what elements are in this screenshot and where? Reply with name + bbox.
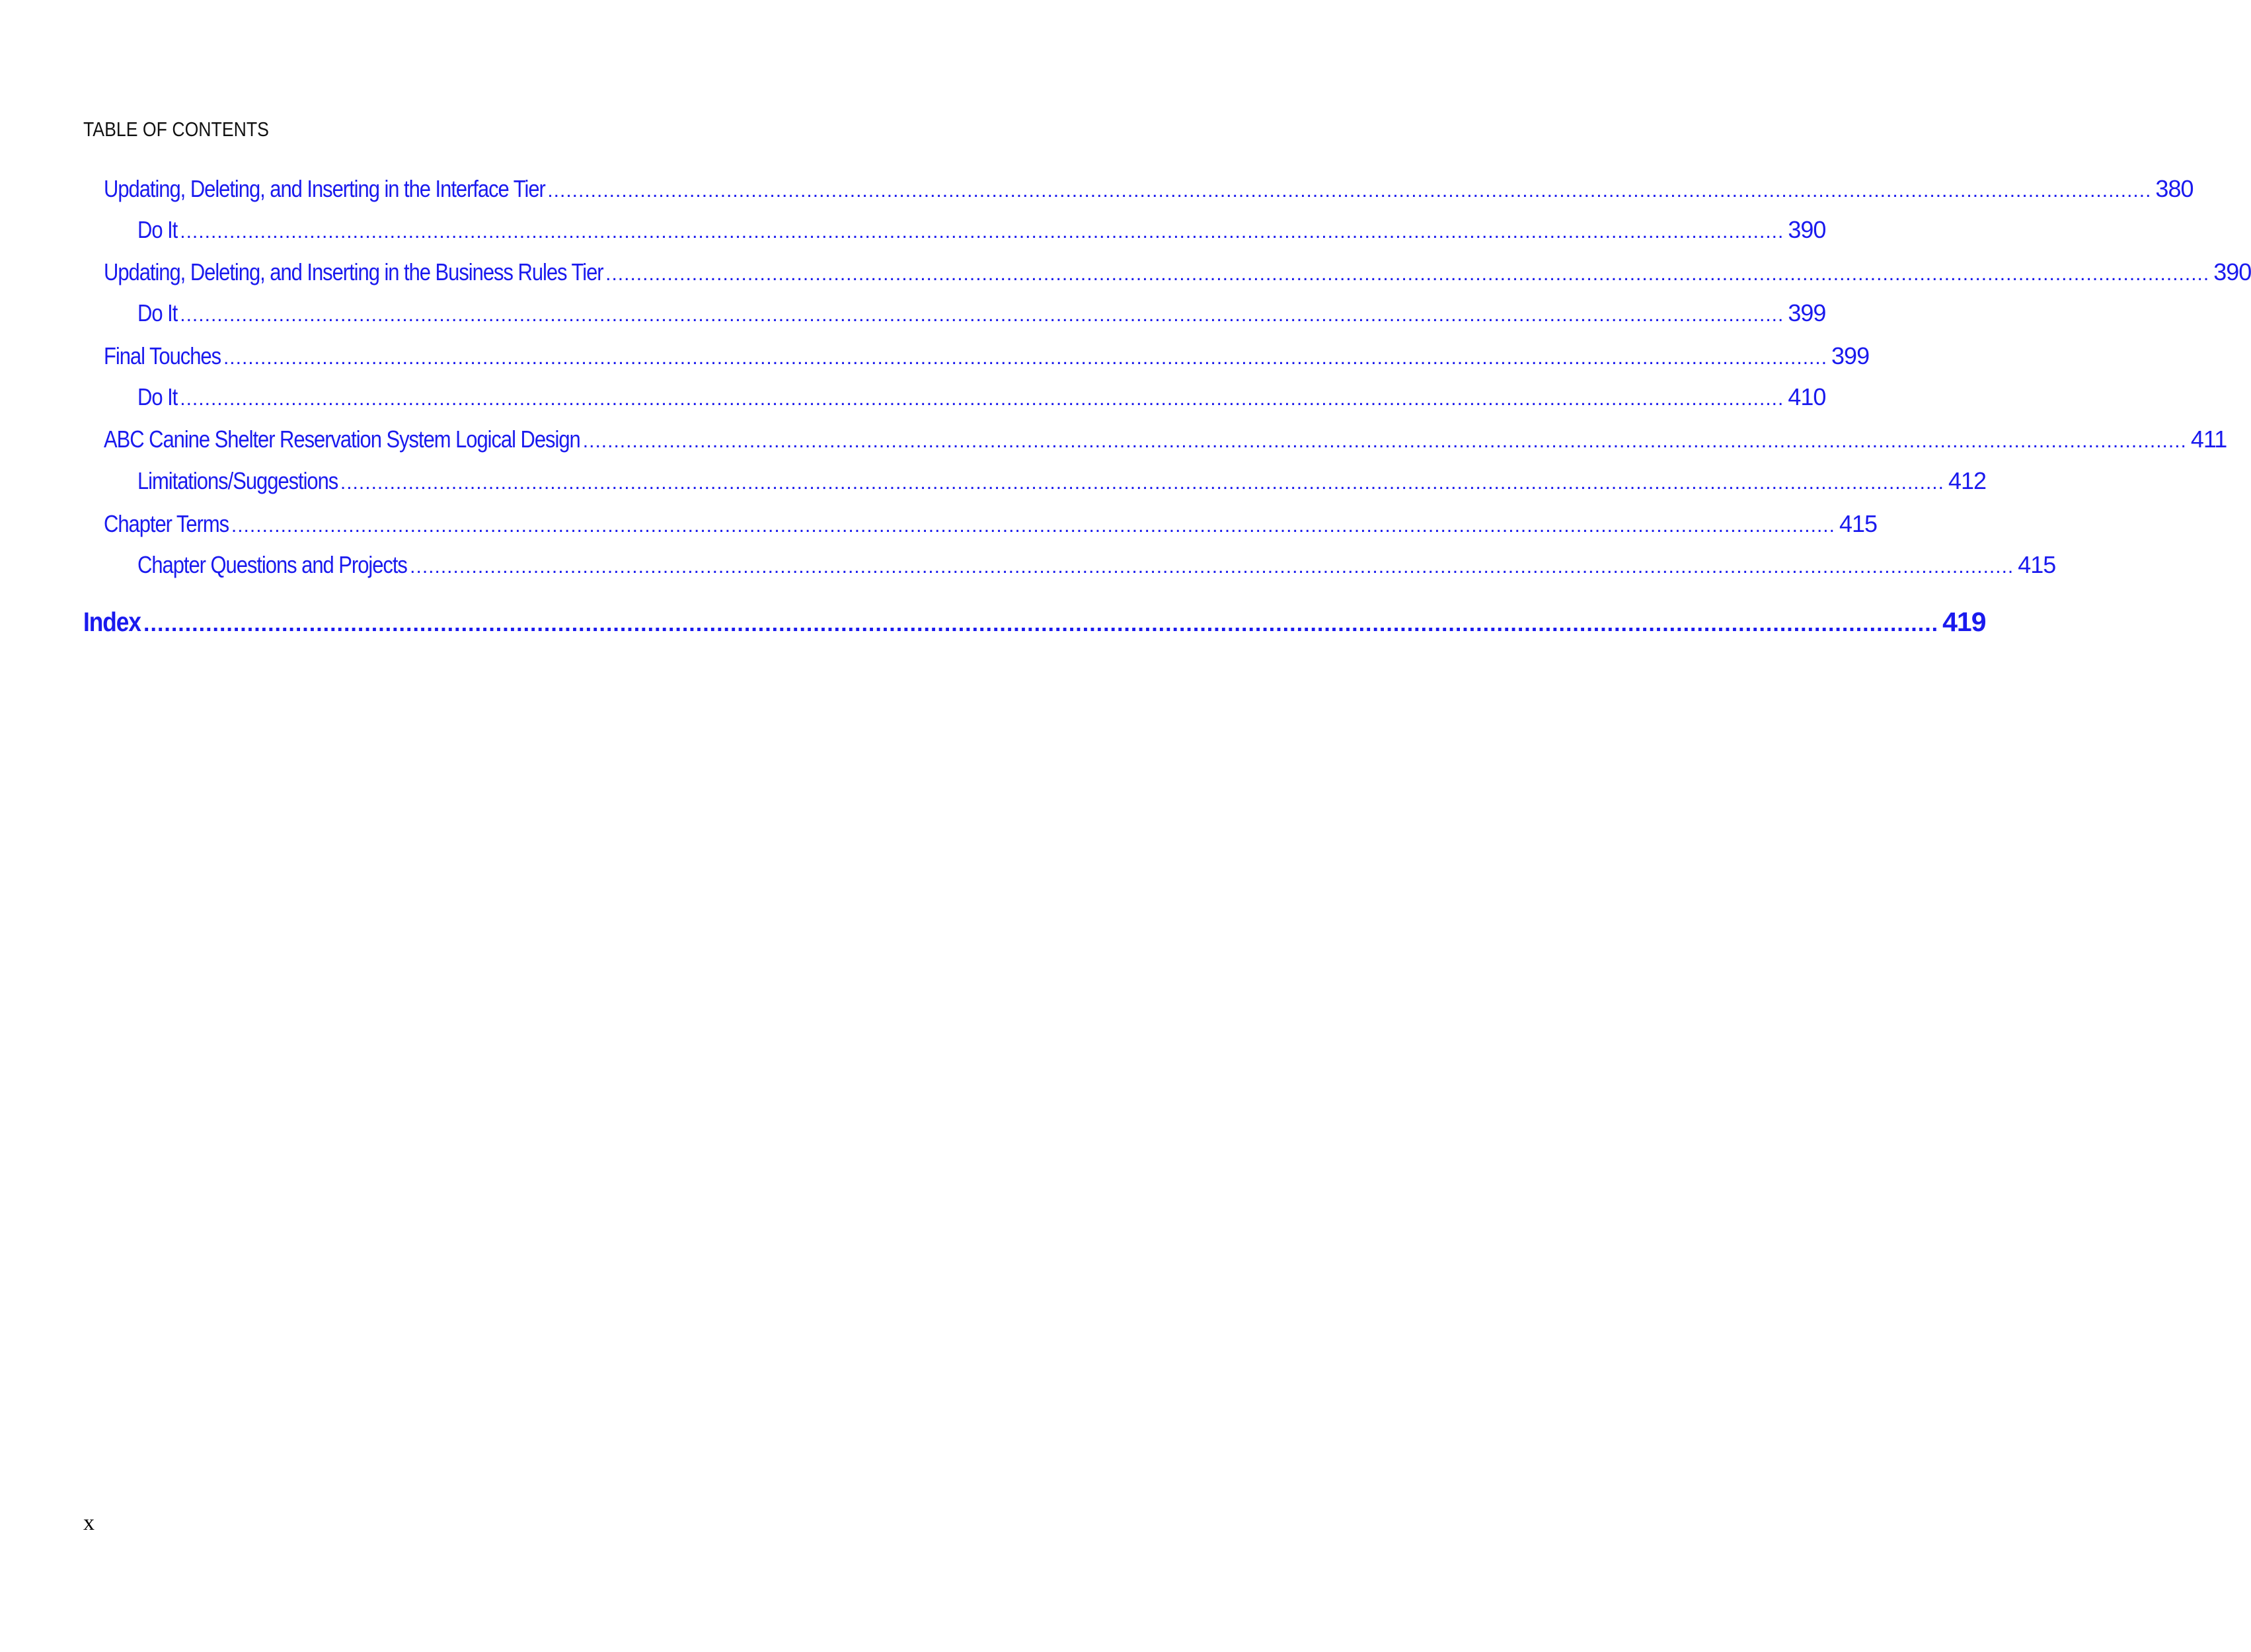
toc-entry-title: ABC Canine Shelter Reservation System Logical Design: [104, 426, 580, 453]
toc-entry-title: Do It: [137, 383, 178, 410]
toc-entry-page: 410: [1788, 383, 1826, 410]
toc-entry[interactable]: [137, 467, 1987, 496]
toc-entry[interactable]: [104, 509, 1878, 539]
toc-entry[interactable]: [137, 299, 1826, 328]
toc-entry-page: 390: [1788, 216, 1826, 243]
dot-leader: ....................................................................................................................................................................................................................................................................: [410, 556, 2014, 578]
toc-entry[interactable]: [137, 550, 2056, 580]
toc-entry-title: Updating, Deleting, and Inserting in the Business Rules Tier: [104, 258, 603, 285]
toc-entry[interactable]: [104, 342, 1870, 371]
toc-entry-page: 415: [1839, 510, 1878, 537]
table-of-contents: [0, 0, 2251, 661]
dot-leader: ....................................................................................................................................................................................................................................................................: [605, 263, 2210, 285]
toc-entry-title: Limitations/Suggestions: [137, 467, 338, 494]
toc-entry[interactable]: [104, 425, 2227, 454]
toc-entry-index[interactable]: [83, 605, 1986, 639]
running-head: TABLE OF CONTENTS: [83, 118, 269, 141]
dot-leader: ....................................................................................................................................................................................................................................................................: [180, 221, 1784, 243]
page-folio: x: [83, 1511, 95, 1535]
toc-entry-page: 390: [2213, 258, 2251, 285]
toc-entry-title: Do It: [137, 216, 178, 243]
toc-entry-page: 415: [2018, 551, 2056, 578]
toc-entry[interactable]: [104, 174, 2194, 204]
toc-entry[interactable]: [137, 215, 1826, 244]
toc-entry-title: Updating, Deleting, and Inserting in the Interface Tier: [104, 175, 545, 202]
toc-entry-page: 399: [1788, 299, 1826, 326]
toc-entry-page: 419: [1942, 607, 1986, 637]
dot-leader: ....................................................................................................................................................................................................................................................................: [223, 347, 1828, 369]
toc-entry-title: Chapter Questions and Projects: [137, 551, 407, 578]
toc-entry[interactable]: [104, 258, 2251, 287]
toc-entry-page: 380: [2155, 175, 2194, 202]
toc-entry-title: Index: [83, 607, 141, 637]
dot-leader: ....................................................................................................................................................................................................................................................................: [340, 472, 1944, 494]
toc-entry-title: Final Touches: [104, 342, 221, 369]
dot-leader: ....................................................................................................................................................................................................................................................................: [143, 611, 1939, 636]
dot-leader: ....................................................................................................................................................................................................................................................................: [231, 515, 1835, 537]
dot-leader: ....................................................................................................................................................................................................................................................................: [582, 430, 2187, 452]
toc-entry-title: Chapter Terms: [104, 510, 229, 537]
toc-entry-page: 411: [2190, 426, 2227, 453]
toc-entry-page: 412: [1948, 467, 1987, 494]
dot-leader: ....................................................................................................................................................................................................................................................................: [180, 304, 1784, 326]
dot-leader: ....................................................................................................................................................................................................................................................................: [180, 388, 1784, 410]
dot-leader: ....................................................................................................................................................................................................................................................................: [547, 180, 2152, 202]
toc-entry-title: Do It: [137, 299, 178, 326]
toc-entry-page: 399: [1831, 342, 1870, 369]
toc-entry[interactable]: [137, 383, 1826, 412]
